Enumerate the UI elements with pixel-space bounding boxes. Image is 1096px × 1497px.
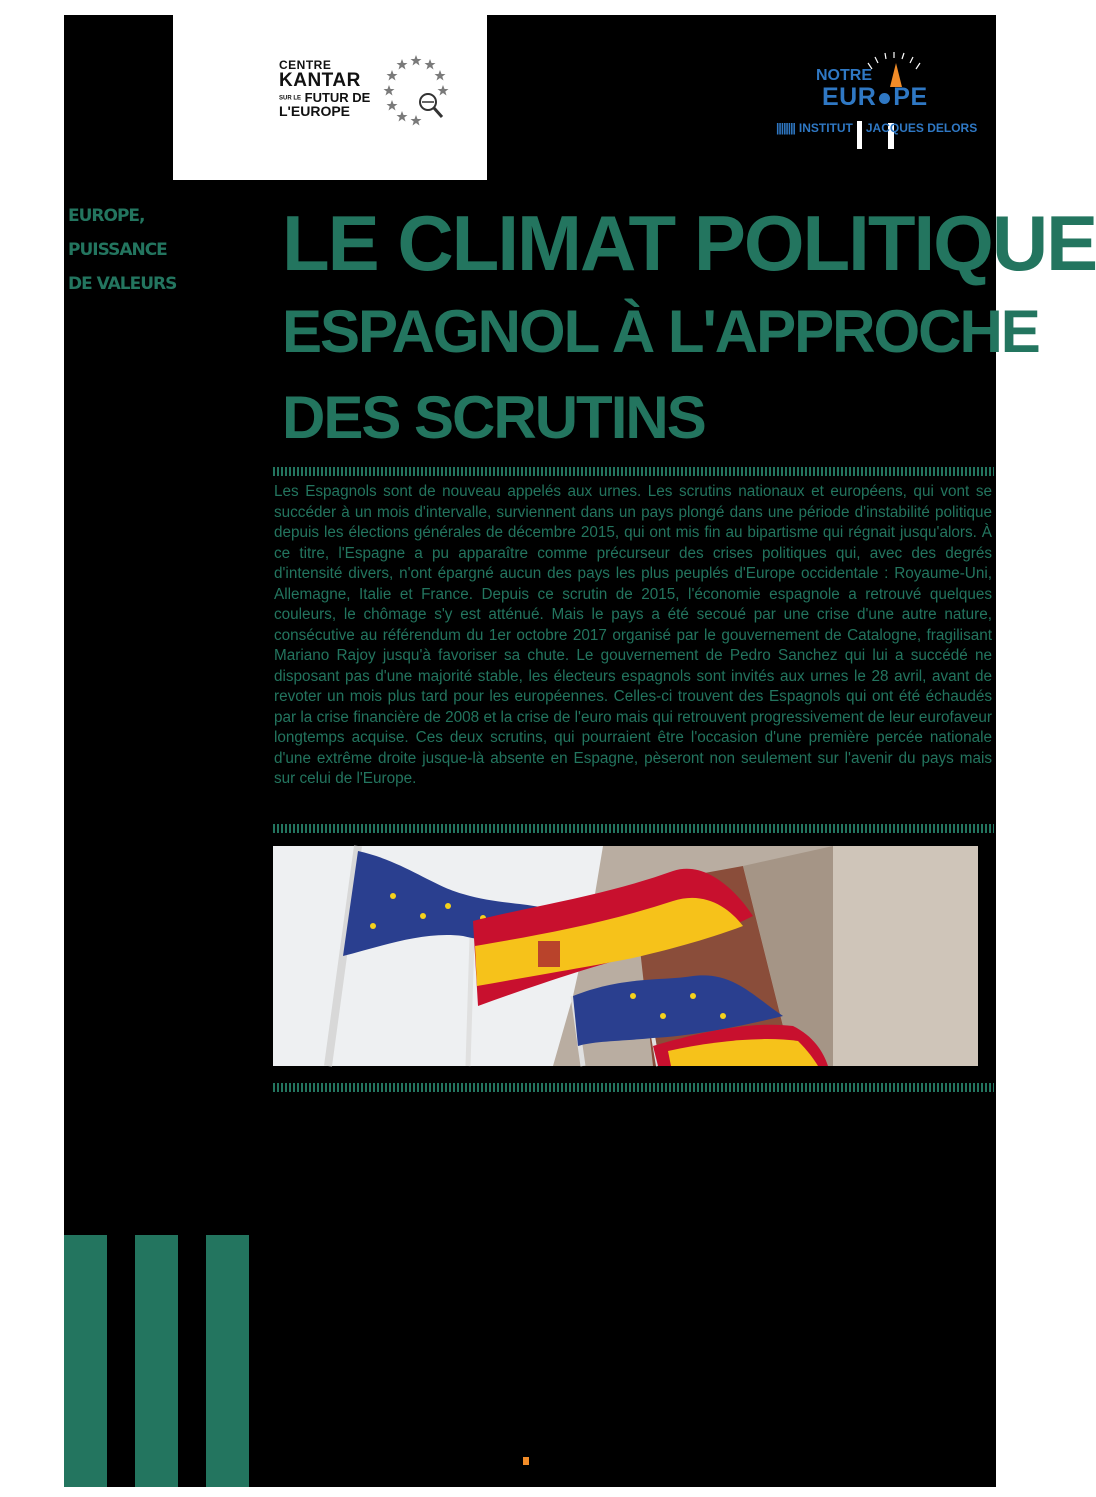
eu-stars-magnifier-icon [386, 53, 450, 127]
institut-line [776, 115, 977, 143]
kantar-line-futur [279, 91, 370, 104]
notre-europe-logo [776, 51, 996, 151]
europe-dot-icon [879, 93, 890, 104]
decorative-bar-3 [206, 1235, 249, 1487]
cover-page [64, 15, 1096, 1487]
kantar-line-kantar: KANTAR [279, 70, 361, 92]
kantar-line-surle: SUR LE [279, 95, 302, 102]
flags-photo [273, 846, 978, 1066]
title-line-2: ESPAGNOL À L'APPROCHE [282, 298, 1039, 365]
series-kicker [68, 199, 248, 301]
orange-marker [523, 1457, 529, 1465]
kicker-line-1: EUROPE, PUISSANCE [68, 206, 167, 260]
institut-separator [857, 121, 862, 149]
flags-illustration [273, 846, 978, 1066]
decorative-bar-2 [135, 1235, 178, 1487]
europe-right: PE [893, 83, 928, 111]
institut-text: INSTITUT [798, 121, 853, 136]
europe-text [822, 83, 928, 112]
kantar-line-centre: CENTRE [279, 58, 332, 72]
kantar-logo-box [173, 15, 487, 180]
decorative-bar-1 [64, 1235, 107, 1487]
page-title [282, 197, 1096, 461]
institut-bars: |||||||| [776, 121, 795, 136]
kantar-line-futur-text: FUTUR DE [304, 89, 371, 105]
kantar-line-europe: L'EUROPE [279, 102, 351, 119]
notre-text: NOTRE [816, 67, 872, 84]
divider-top [273, 467, 994, 476]
kantar-logo-text [279, 59, 370, 118]
jacques-delors-text: JACQUES DELORS [865, 121, 978, 136]
europe-left: EUR [822, 83, 877, 111]
intro-paragraph: Les Espagnols sont de nouveau appelés aux urnes. Les scrutins nationaux et européens, qui vont se succéder à un mois d'intervalle, surviennent dans un pays plongé dans une période d'instabilité politique depuis les élections générales de décembre 2015, qui ont mis fin au bipartisme qui régnait jusqu'alors. À ce titre, l'Espagne a pu apparaître comme précurseur des crises politiques qui, avec des degrés d'intensité divers, n'ont épargné aucun des pays les plus peuplés d'Europe occidentale : Royaume-Uni, Allemagne, Italie et France. Depuis ce scrutin de 2015, l'économie espagnole a retrouvé quelques couleurs, le chômage s'y est atténué. Mais le pays a été secoué par une crise d'une autre nature, consécutive au référendum du 1er octobre 2017 organisé par le gouvernement de Catalogne, fragilisant Mariano Rajoy jusqu'à favoriser sa chute. Le gouvernement de Pedro Sanchez qui lui a succédé ne disposant pas d'une majorité stable, les électeurs espagnols sont invités aux urnes le 28 avril, avant de revoter un mois plus tard pour les européennes. Celles-ci trouvent des Espagnols qui ont été échaudés par la crise financière de 2008 et la crise de l'euro mais qui retrouvent progressivement de leur eurofaveur longtemps acquise. Ces deux scrutins, qui pourraient être l'occasion d'une première percée nationale d'une extrême droite jusque-là absente en Espagne, pèseront non seulement sur l'avenir du pays mais sur celui de l'Europe. [274, 483, 992, 787]
title-line-1: LE CLIMAT POLITIQUE [282, 199, 1096, 287]
divider-middle [273, 824, 994, 833]
divider-bottom [273, 1083, 994, 1092]
kicker-line-2: DE VALEURS [68, 274, 177, 294]
title-line-3: DES SCRUTINS [282, 384, 705, 451]
